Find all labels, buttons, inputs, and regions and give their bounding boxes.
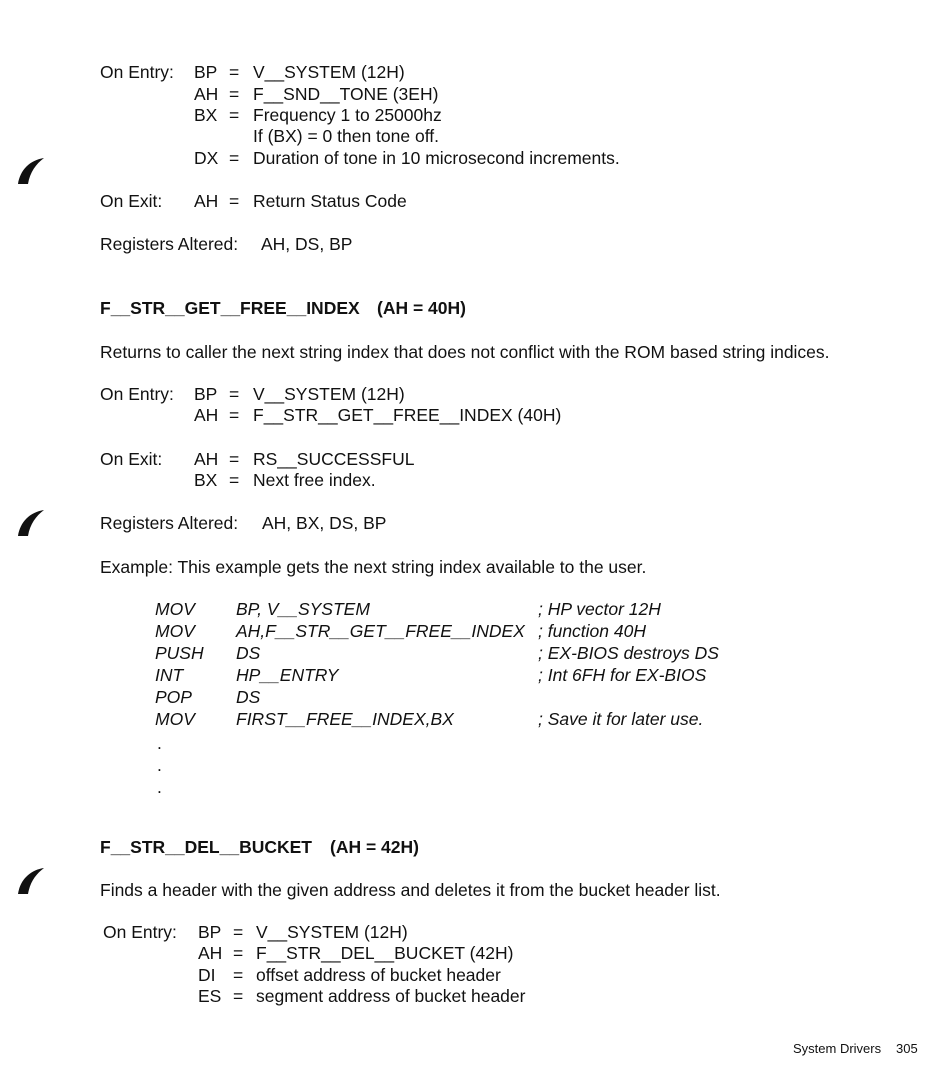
code-comment: ; EX-BIOS destroys DS <box>538 643 719 663</box>
on-exit-label: On Exit: <box>100 449 163 469</box>
margin-tab-mark-3 <box>16 866 46 896</box>
code-opcode: MOV <box>155 621 195 641</box>
section-heading-code: (AH = 42H) <box>330 837 419 857</box>
code-operands: AH,F__STR__GET__FREE__INDEX <box>236 621 525 641</box>
example-intro: Example: This example gets the next string index available to the user. <box>100 557 647 577</box>
entry-register: BP <box>198 922 222 942</box>
ellipsis-dot: . <box>157 733 162 753</box>
entry-register: AH <box>198 943 223 963</box>
exit-register: BX <box>194 470 218 490</box>
footer-section-name: System Drivers <box>793 1041 882 1056</box>
entry-value: F__SND__TONE (3EH) <box>253 84 439 104</box>
entry-register: ES <box>198 986 222 1006</box>
code-comment: ; Int 6FH for EX-BIOS <box>538 665 707 685</box>
exit-register: AH <box>194 191 219 211</box>
code-operands: BP, V__SYSTEM <box>236 599 370 619</box>
entry-equals: = <box>229 105 240 125</box>
exit-value: Next free index. <box>253 470 376 490</box>
code-opcode: INT <box>155 665 184 685</box>
on-entry-label: On Entry: <box>100 62 174 82</box>
registers-altered-label: Registers Altered: <box>100 234 239 254</box>
entry-equals: = <box>233 922 244 942</box>
entry-equals: = <box>229 405 240 425</box>
code-opcode: MOV <box>155 709 195 729</box>
code-operands: FIRST__FREE__INDEX,BX <box>236 709 454 729</box>
entry-equals: = <box>233 943 244 963</box>
code-opcode: POP <box>155 687 192 707</box>
entry-value: Frequency 1 to 25000hz <box>253 105 442 125</box>
code-operands: DS <box>236 643 261 663</box>
exit-equals: = <box>229 449 240 469</box>
entry-equals: = <box>229 84 240 104</box>
section-description: Finds a header with the given address and deletes it from the bucket header list. <box>100 880 721 900</box>
section-heading: F__STR__DEL__BUCKET <box>100 837 312 857</box>
entry-register: AH <box>194 405 219 425</box>
on-exit-label: On Exit: <box>100 191 163 211</box>
entry-register: BP <box>194 62 218 82</box>
ellipsis-dot: . <box>157 755 162 775</box>
code-opcode: PUSH <box>155 643 204 663</box>
registers-altered-value: AH, DS, BP <box>261 234 353 254</box>
code-comment: ; HP vector 12H <box>538 599 661 619</box>
entry-register: DX <box>194 148 219 168</box>
margin-tab-mark-1 <box>16 156 46 186</box>
on-entry-label: On Entry: <box>100 384 174 404</box>
code-comment: ; function 40H <box>538 621 646 641</box>
section-description: Returns to caller the next string index that does not conflict with the ROM based string indices. <box>100 342 830 362</box>
entry-equals: = <box>229 148 240 168</box>
entry-equals: = <box>233 986 244 1006</box>
entry-value: offset address of bucket header <box>256 965 501 985</box>
entry-register: AH <box>194 84 219 104</box>
section-heading: F__STR__GET__FREE__INDEX <box>100 298 360 318</box>
entry-register: BP <box>194 384 218 404</box>
code-comment: ; Save it for later use. <box>538 709 704 729</box>
exit-value: Return Status Code <box>253 191 407 211</box>
entry-value: V__SYSTEM (12H) <box>256 922 408 942</box>
entry-value: segment address of bucket header <box>256 986 526 1006</box>
entry-value: F__STR__GET__FREE__INDEX (40H) <box>253 405 562 425</box>
entry-equals: = <box>233 965 244 985</box>
entry-register: BX <box>194 105 218 125</box>
ellipsis-dot: . <box>157 777 162 797</box>
section-heading-code: (AH = 40H) <box>377 298 466 318</box>
exit-register: AH <box>194 449 219 469</box>
code-operands: DS <box>236 687 261 707</box>
entry-value: V__SYSTEM (12H) <box>253 62 405 82</box>
footer-page-number: 305 <box>896 1041 918 1056</box>
registers-altered-label: Registers Altered: <box>100 513 239 533</box>
entry-equals: = <box>229 384 240 404</box>
entry-equals: = <box>229 62 240 82</box>
code-opcode: MOV <box>155 599 195 619</box>
code-operands: HP__ENTRY <box>236 665 339 685</box>
entry-register: DI <box>198 965 216 985</box>
exit-equals: = <box>229 470 240 490</box>
entry-value: V__SYSTEM (12H) <box>253 384 405 404</box>
margin-tab-mark-2 <box>16 508 46 538</box>
entry-value: F__STR__DEL__BUCKET (42H) <box>256 943 514 963</box>
entry-value: If (BX) = 0 then tone off. <box>253 126 439 146</box>
on-entry-label: On Entry: <box>103 922 177 942</box>
entry-value: Duration of tone in 10 microsecond increments. <box>253 148 620 168</box>
registers-altered-value: AH, BX, DS, BP <box>262 513 387 533</box>
exit-value: RS__SUCCESSFUL <box>253 449 415 469</box>
exit-equals: = <box>229 191 240 211</box>
